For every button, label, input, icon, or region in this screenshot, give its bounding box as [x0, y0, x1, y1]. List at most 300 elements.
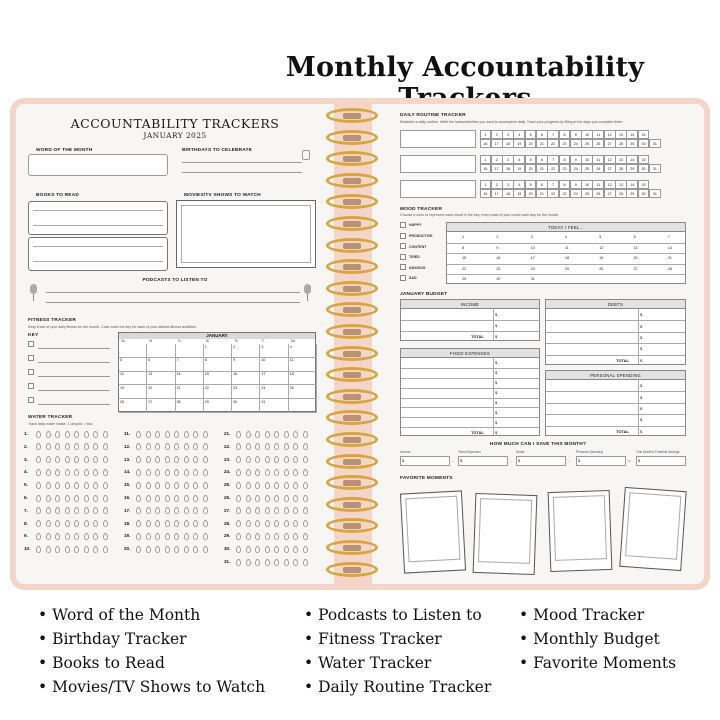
water-day-label: 5. [24, 482, 28, 488]
water-drop-icon [84, 456, 89, 463]
water-drop-icon [255, 456, 260, 463]
routine-day: 27 [604, 139, 616, 148]
routine-day: 25 [581, 139, 593, 148]
water-drop-icon [236, 482, 241, 489]
dollar-sign: $ [402, 458, 405, 463]
water-drop-icon [293, 533, 298, 540]
calendar-weekday: W [205, 339, 210, 343]
budget-row-line [546, 320, 685, 321]
routine-day: 27 [604, 164, 616, 173]
water-drop-icon [265, 469, 270, 476]
routine-day: 23 [559, 139, 571, 148]
page-title: ACCOUNTABILITY TRACKERS [70, 116, 280, 131]
routine-day: 21 [536, 139, 548, 148]
mood-day: 3 [530, 235, 533, 239]
water-drop-icon [303, 482, 308, 489]
water-drop-icon [293, 559, 298, 566]
water-day-label: 30. [224, 546, 231, 552]
fitness-title: FITNESS TRACKER [28, 318, 77, 323]
feature-item: • Daily Routine Tracker [304, 678, 492, 696]
mood-key-label: ANXIOUS [409, 265, 426, 270]
routine-day: 1 [480, 180, 492, 189]
water-drop-icon [46, 495, 51, 502]
routine-day: 26 [592, 189, 604, 198]
water-drop-icon [174, 520, 179, 527]
water-drop-icon [184, 520, 189, 527]
water-drop-icon [246, 546, 251, 553]
spiral-coil [326, 540, 378, 555]
mood-key-checkbox [400, 275, 406, 281]
photo-frame [473, 493, 538, 575]
water-day-label: 4. [24, 469, 28, 475]
water-drop-icon [203, 456, 208, 463]
spiral-coil [326, 259, 378, 274]
water-day-label: 26. [224, 495, 231, 500]
calendar-day: 4 [289, 344, 317, 358]
water-drop-icon [174, 469, 179, 476]
routine-day: 22 [547, 189, 559, 198]
water-drop-icon [265, 533, 270, 540]
budget-row-line [546, 414, 685, 415]
routine-day: 29 [626, 189, 638, 198]
calendar-day: 25 [289, 385, 317, 399]
budget-row-line [546, 332, 685, 333]
fitness-key-checkbox[interactable] [28, 383, 34, 389]
water-drop-icon [165, 546, 170, 553]
water-day-label: 24. [224, 469, 231, 475]
spiral-binding [322, 104, 382, 584]
budget-row-line [401, 427, 539, 428]
routine-day: 4 [513, 155, 525, 164]
water-day-label: 23. [224, 456, 231, 462]
mood-day: 2 [496, 235, 499, 239]
water-drop-icon [265, 520, 270, 527]
water-drop-icon [36, 520, 41, 527]
water-drop-icon [146, 533, 151, 540]
routine-row [480, 155, 649, 164]
dollar-sign: $ [640, 394, 643, 400]
mood-grid [446, 222, 686, 284]
water-day-label: 29. [224, 533, 231, 539]
water-drop-icon [284, 546, 289, 553]
water-drop-icon [146, 495, 151, 502]
routine-day: 15 [638, 180, 650, 189]
water-drop-icon [93, 456, 98, 463]
water-drop-icon [84, 443, 89, 450]
water-drop-icon [284, 520, 289, 527]
water-drop-icon [193, 495, 198, 502]
mood-day: 9 [496, 245, 499, 250]
water-drop-icon [155, 533, 160, 540]
mood-day: 11 [565, 245, 569, 250]
water-drop-icon [274, 456, 279, 463]
routine-day: 17 [491, 189, 503, 198]
water-day-label: 13. [124, 456, 131, 462]
routine-day: 5 [525, 130, 537, 139]
savings-label: Income [400, 450, 411, 454]
debts-header: DEBTS [546, 300, 685, 309]
mood-day: 14 [667, 245, 672, 250]
mood-day: 28 [667, 266, 672, 271]
water-drop-icon [303, 495, 308, 502]
fitness-key-checkbox[interactable] [28, 397, 34, 403]
water-drop-icon [36, 495, 41, 502]
mood-key-label: PRODUCTIVE [409, 233, 433, 238]
routine-day: 9 [570, 180, 582, 189]
mood-key-checkbox [400, 233, 406, 239]
water-drop-icon [236, 431, 241, 438]
routine-day: 20 [525, 189, 537, 198]
calendar-day: 5 [119, 358, 147, 372]
water-drop-icon [146, 507, 151, 514]
water-drop-icon [303, 507, 308, 514]
water-drop-icon [103, 469, 108, 476]
water-drop-icon [203, 495, 208, 502]
mood-description: Choose a color to represent each mood in the key. Keep track of your mood each day for the month. [400, 213, 560, 217]
water-drop-icon [174, 546, 179, 553]
water-drop-icon [274, 431, 279, 438]
routine-day: 28 [615, 164, 627, 173]
budget-column-line [493, 309, 494, 340]
water-day-label: 15. [124, 482, 131, 488]
total-label: TOTAL [471, 429, 484, 435]
dollar-sign: $ [495, 312, 498, 317]
water-day-label: 8. [24, 520, 28, 526]
water-drop-icon [193, 456, 198, 463]
water-drop-icon [203, 533, 208, 540]
routine-day: 6 [536, 130, 548, 139]
feature-item: • Fitness Tracker [304, 630, 442, 648]
water-drop-icon [165, 520, 170, 527]
key-line [38, 362, 110, 363]
routine-day: 13 [615, 180, 627, 189]
savings-label: Debts [516, 450, 525, 454]
routine-day: 19 [513, 139, 525, 148]
routine-day: 4 [513, 180, 525, 189]
dollar-sign: $ [640, 346, 643, 352]
fitness-key-checkbox[interactable] [28, 341, 34, 347]
routine-day: 5 [525, 155, 537, 164]
water-drop-icon [265, 559, 270, 566]
calendar-day: 27 [147, 399, 175, 413]
feature-item: • Mood Tracker [519, 606, 645, 624]
mood-row-line [447, 274, 685, 275]
mood-day: 5 [599, 235, 602, 239]
water-drop-icon [246, 559, 251, 566]
water-drop-icon [93, 546, 98, 553]
mood-day: 26 [599, 266, 604, 271]
calendar-day [176, 344, 204, 358]
water-drop-icon [93, 482, 98, 489]
routine-day: 10 [581, 155, 593, 164]
mood-day: 19 [599, 256, 604, 261]
income-table [400, 299, 540, 341]
budget-column-line [493, 358, 494, 435]
water-drop-icon [184, 443, 189, 450]
water-drop-icon [103, 520, 108, 527]
key-line [38, 376, 110, 377]
calendar-day: 16 [232, 372, 260, 386]
budget-row-line [546, 426, 685, 427]
water-drop-icon [103, 495, 108, 502]
water-drop-icon [65, 520, 70, 527]
routine-day: 9 [570, 155, 582, 164]
water-day-label: 27. [224, 507, 231, 513]
feature-item: • Monthly Budget [519, 630, 660, 648]
budget-row-line [546, 343, 685, 344]
water-drop-icon [265, 431, 270, 438]
water-drop-icon [46, 533, 51, 540]
water-drop-icon [293, 482, 298, 489]
water-drop-icon [274, 559, 279, 566]
water-day-label: 7. [24, 507, 28, 513]
water-drop-icon [136, 456, 141, 463]
water-drop-icon [203, 546, 208, 553]
routine-day: 9 [570, 130, 582, 139]
routine-day: 17 [491, 139, 503, 148]
water-title: WATER TRACKER [28, 415, 73, 420]
calendar-weekday: M [149, 339, 153, 343]
routine-day: 5 [525, 180, 537, 189]
water-day-label: 10. [24, 546, 31, 552]
water-drop-icon [203, 520, 208, 527]
water-drop-icon [255, 546, 260, 553]
routine-day: 10 [581, 180, 593, 189]
spiral-coil [326, 389, 378, 404]
routine-day: 21 [536, 164, 548, 173]
calendar-day: 7 [176, 358, 204, 372]
water-drop-icon [65, 456, 70, 463]
water-drop-icon [136, 431, 141, 438]
fitness-key-checkbox[interactable] [28, 369, 34, 375]
mood-day: 22 [462, 266, 467, 271]
budget-column-line [638, 309, 639, 364]
fixed-expenses-table [400, 348, 540, 436]
total-label: TOTAL [616, 357, 629, 363]
water-drop-icon [236, 546, 241, 553]
routine-day: 30 [638, 139, 650, 148]
operator: = [628, 458, 631, 463]
water-drop-icon [155, 520, 160, 527]
feature-item: • Favorite Moments [519, 654, 677, 672]
book-icon [28, 237, 168, 271]
water-day-label: 3. [24, 456, 28, 462]
dollar-sign: $ [640, 357, 643, 363]
mood-key-checkbox [400, 222, 406, 228]
water-day-label: 25. [224, 482, 231, 488]
water-drop-icon [46, 482, 51, 489]
water-drop-icon [236, 456, 241, 463]
water-drop-icon [65, 431, 70, 438]
water-drop-icon [255, 482, 260, 489]
feature-item: • Word of the Month [38, 606, 201, 624]
water-drop-icon [255, 533, 260, 540]
water-drop-icon [265, 482, 270, 489]
dollar-sign: $ [640, 323, 643, 329]
water-drop-icon [284, 533, 289, 540]
water-drop-icon [193, 533, 198, 540]
headline: Monthly Accountability [285, 52, 645, 83]
routine-day: 8 [559, 155, 571, 164]
water-drop-icon [246, 507, 251, 514]
water-drop-icon [203, 482, 208, 489]
water-drop-icon [236, 559, 241, 566]
water-drop-icon [284, 456, 289, 463]
routine-day: 7 [547, 155, 559, 164]
mood-day: 4 [565, 235, 567, 239]
dollar-sign: $ [495, 323, 498, 328]
water-drop-icon [184, 431, 189, 438]
debts-table [545, 299, 686, 365]
water-day-label: 20. [124, 546, 131, 552]
water-drop-icon [303, 533, 308, 540]
water-drop-icon [84, 520, 89, 527]
spiral-coil [326, 238, 378, 253]
routine-day: 1 [480, 130, 492, 139]
mood-day: 30 [496, 277, 501, 282]
water-drop-icon [255, 495, 260, 502]
water-drop-icon [155, 546, 160, 553]
mood-day: 17 [530, 256, 535, 261]
dollar-sign: $ [495, 409, 498, 415]
routine-day: 27 [604, 189, 616, 198]
calendar-day: 8 [204, 358, 232, 372]
water-drop-icon [293, 456, 298, 463]
water-drop-icon [36, 482, 41, 489]
routine-day: 3 [502, 130, 514, 139]
water-drop-icon [65, 443, 70, 450]
water-drop-icon [236, 469, 241, 476]
water-drop-icon [165, 456, 170, 463]
water-drop-icon [203, 507, 208, 514]
water-drop-icon [55, 482, 60, 489]
mood-key-checkbox [400, 243, 406, 249]
fitness-calendar [118, 332, 316, 412]
routine-day: 12 [604, 155, 616, 164]
fitness-description: Keep track of your daily fitness for the month. Color code the key for each of your labeled fitness activities. [28, 325, 197, 329]
birthday-tag [302, 150, 310, 160]
routine-day: 26 [592, 164, 604, 173]
water-drop-icon [193, 469, 198, 476]
savings-box [636, 456, 686, 466]
spiral-coil [326, 216, 378, 231]
mood-day: 10 [530, 245, 535, 250]
routine-day: 25 [581, 164, 593, 173]
water-drop-icon [74, 469, 79, 476]
routine-day: 18 [502, 164, 514, 173]
water-drop-icon [36, 533, 41, 540]
routine-day: 24 [570, 189, 582, 198]
word-of-month-box [28, 154, 168, 176]
routine-day: 14 [626, 155, 638, 164]
water-drop-icon [146, 520, 151, 527]
birthday-line [182, 172, 302, 173]
photo-frame [548, 490, 613, 572]
water-drop-icon [46, 431, 51, 438]
budget-row-line [546, 403, 685, 404]
save-question: HOW MUCH CAN I SAVE THIS MONTH? [489, 442, 587, 447]
calendar-day: 11 [289, 358, 317, 372]
dollar-sign: $ [640, 428, 643, 434]
water-drop-icon [246, 520, 251, 527]
mood-day: 16 [496, 256, 501, 261]
water-drop-icon [155, 469, 160, 476]
mood-day: 21 [667, 256, 672, 261]
routine-day: 3 [502, 155, 514, 164]
water-drop-icon [236, 495, 241, 502]
spiral-coil [326, 562, 378, 577]
calendar-weekday: Su [121, 339, 126, 343]
water-drop-icon [74, 533, 79, 540]
water-drop-icon [84, 469, 89, 476]
spiral-coil [326, 281, 378, 296]
water-drop-icon [146, 443, 151, 450]
water-drop-icon [65, 495, 70, 502]
water-drop-icon [155, 431, 160, 438]
movies-label: MOVIES/TV SHOWS TO WATCH [184, 193, 261, 198]
water-drop-icon [65, 482, 70, 489]
mood-day: 15 [462, 256, 467, 261]
calendar-weekday: F [262, 339, 265, 343]
routine-day: 3 [502, 180, 514, 189]
spiral-coil [326, 302, 378, 317]
water-drop-icon [74, 520, 79, 527]
podcast-line [46, 302, 300, 303]
savings-label: Fixed Expenses [458, 450, 481, 454]
routine-day: 25 [581, 189, 593, 198]
water-drop-icon [74, 456, 79, 463]
water-day-label: 21. [224, 431, 231, 436]
savings-box [458, 456, 508, 466]
calendar-day: 13 [147, 372, 175, 386]
water-drop-icon [284, 482, 289, 489]
water-drop-icon [74, 431, 79, 438]
water-drop-icon [36, 546, 41, 553]
water-drop-icon [65, 533, 70, 540]
water-drop-icon [74, 495, 79, 502]
water-drop-icon [274, 495, 279, 502]
personal-spending-table [545, 370, 686, 436]
water-drop-icon [165, 469, 170, 476]
routine-description: Establish a daily routine. Write the tasks/activities you want to accomplish daily. Track your progress by filling in the days you complete them. [400, 120, 624, 124]
total-label: TOTAL [471, 334, 484, 339]
routine-day: 19 [513, 189, 525, 198]
water-drop-icon [174, 495, 179, 502]
personal-spending-header: PERSONAL SPENDING [546, 371, 685, 380]
routine-day: 6 [536, 180, 548, 189]
water-drop-icon [46, 507, 51, 514]
water-drop-icon [46, 520, 51, 527]
water-drop-icon [136, 482, 141, 489]
routine-row [480, 130, 649, 139]
calendar-day: 28 [176, 399, 204, 413]
routine-row [480, 180, 649, 189]
water-day-label: 11. [124, 431, 131, 436]
savings-box [576, 456, 626, 466]
routine-day: 11 [592, 155, 604, 164]
routine-row [480, 189, 661, 198]
calendar-day: 29 [204, 399, 232, 413]
spiral-coil [326, 518, 378, 533]
routine-day: 2 [491, 130, 503, 139]
water-day-label: 2. [24, 443, 28, 449]
calendar-day: 26 [119, 399, 147, 413]
water-drop-icon [265, 507, 270, 514]
fitness-key-checkbox[interactable] [28, 355, 34, 361]
water-day-label: 17. [124, 507, 131, 513]
water-day-label: 12. [124, 443, 131, 449]
water-drop-icon [265, 495, 270, 502]
